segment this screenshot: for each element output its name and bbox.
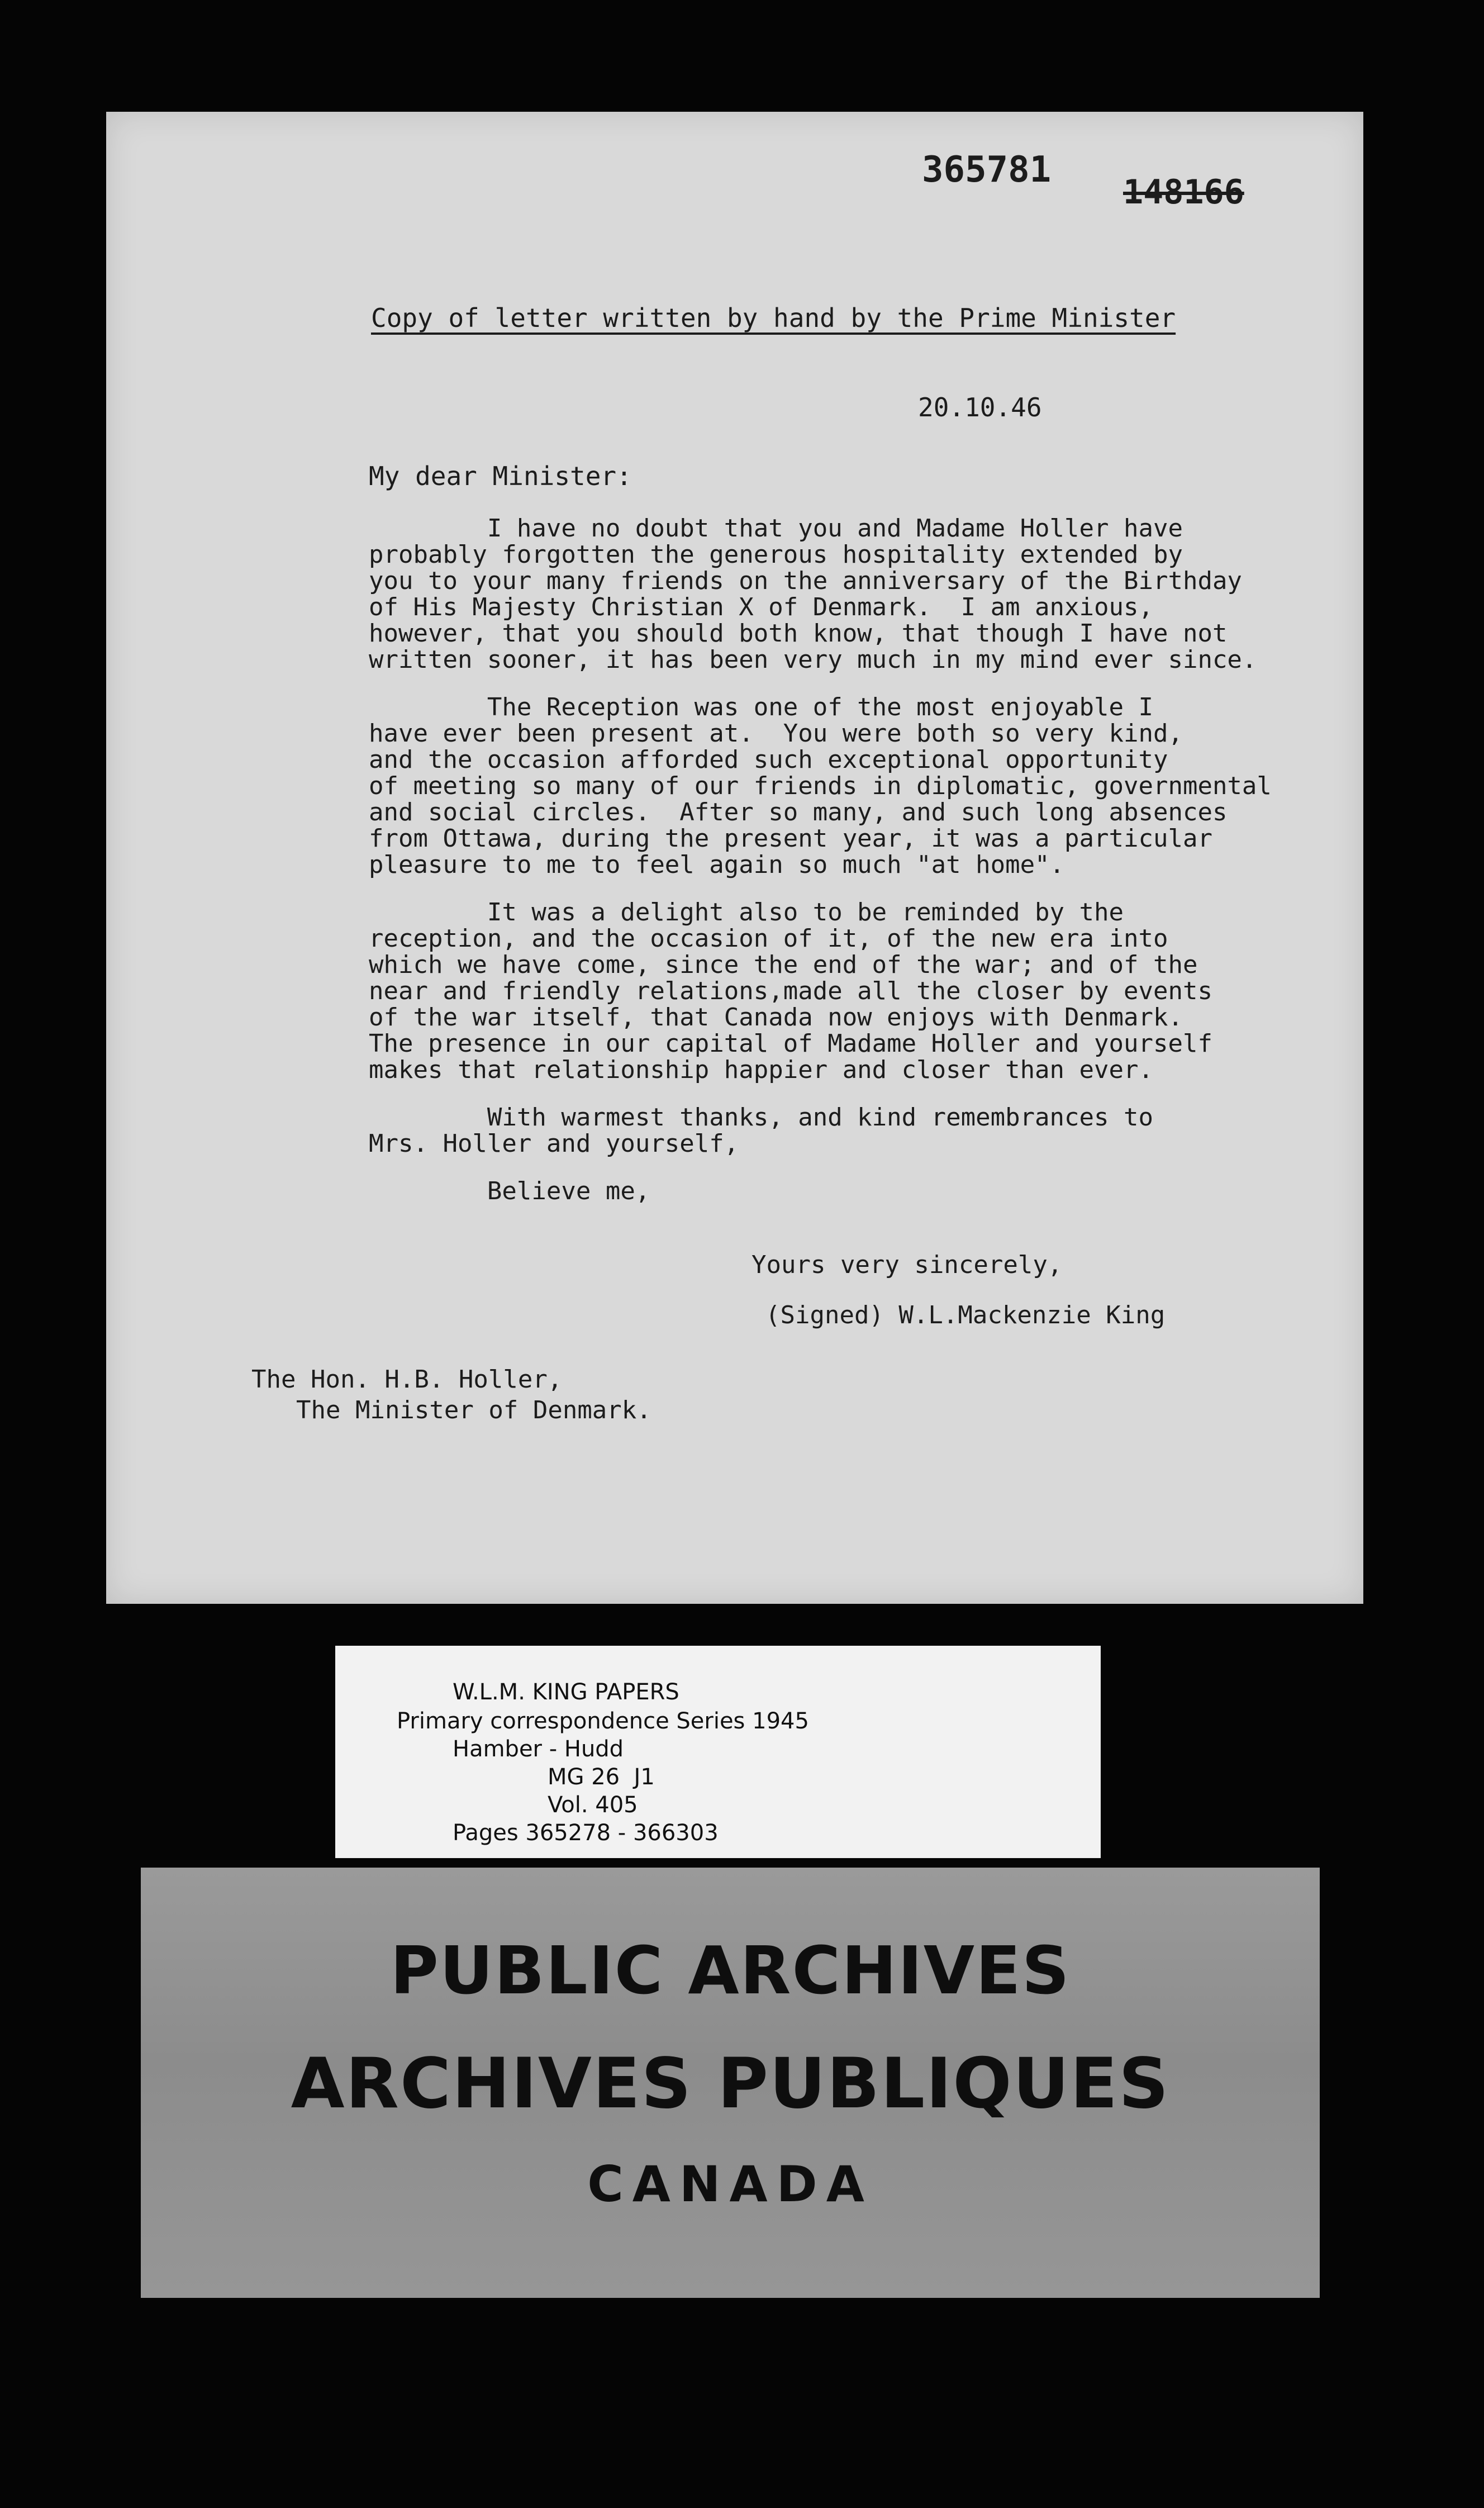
letter-body-line: written sooner, it has been very much in my mind ever since.: [369, 645, 1257, 674]
letter-body-line: It was a delight also to be reminded by the: [369, 898, 1124, 927]
letter-body-line: The presence in our capital of Madame Holler and yourself: [369, 1029, 1212, 1058]
old-document-number: 148166: [1123, 173, 1244, 212]
label-series: Primary correspondence Series 1945: [397, 1708, 809, 1734]
letter-body-line: With warmest thanks, and kind remembrances to: [369, 1103, 1153, 1132]
stamp-line-country: CANADA: [587, 2155, 873, 2213]
letter-body-line: makes that relationship happier and closer than ever.: [369, 1056, 1153, 1084]
letter-body-line: pleasure to me to feel again so much "at home".: [369, 851, 1065, 879]
letter-body-line: reception, and the occasion of it, of the new era into: [369, 924, 1168, 953]
letter-body-line: near and friendly relations,made all the closer by events: [369, 977, 1212, 1005]
signature: (Signed) W.L.Mackenzie King: [765, 1301, 1166, 1329]
label-range: Hamber - Hudd: [453, 1736, 624, 1762]
stamp-line-french: ARCHIVES PUBLIQUES: [291, 2044, 1170, 2124]
letter-body-line: Believe me,: [369, 1177, 650, 1205]
letter-body-line: probably forgotten the generous hospitality extended by: [369, 540, 1183, 569]
public-archives-stamp: [141, 1868, 1320, 2298]
letter-body-line: and social circles. After so many, and such long absences: [369, 798, 1228, 826]
letter-body-line: of meeting so many of our friends in diplomatic, governmental: [369, 772, 1272, 800]
letter-heading: Copy of letter written by hand by the Prime Minister: [371, 303, 1176, 333]
recipient-name: The Hon. H.B. Holler,: [251, 1365, 563, 1394]
label-group: MG 26 J1: [548, 1764, 655, 1790]
letter-body-line: The Reception was one of the most enjoyable I: [369, 693, 1153, 721]
letter-body-line: you to your many friends on the anniversary of the Birthday: [369, 567, 1242, 595]
document-number: 365781: [922, 149, 1052, 191]
letter-body-line: from Ottawa, during the present year, it was a particular: [369, 824, 1212, 853]
letter-body-line: I have no doubt that you and Madame Holler have: [369, 514, 1183, 543]
label-pages: Pages 365278 - 366303: [453, 1820, 719, 1846]
label-collection: W.L.M. KING PAPERS: [453, 1679, 679, 1705]
letter-body-line: of His Majesty Christian X of Denmark. I am anxious,: [369, 593, 1153, 621]
label-volume: Vol. 405: [548, 1792, 638, 1818]
letter-date: 20.10.46: [918, 392, 1042, 422]
salutation: My dear Minister:: [369, 461, 632, 491]
letter-body-line: Mrs. Holler and yourself,: [369, 1129, 739, 1158]
letter-body-line: have ever been present at. You were both so very kind,: [369, 719, 1183, 748]
closing: Yours very sincerely,: [751, 1251, 1063, 1279]
archive-label-card: [335, 1646, 1101, 1858]
letter-body-line: however, that you should both know, that though I have not: [369, 619, 1228, 648]
letter-page: [106, 112, 1363, 1604]
stamp-line-english: PUBLIC ARCHIVES: [390, 1932, 1071, 2009]
letter-body-line: of the war itself, that Canada now enjoys with Denmark.: [369, 1003, 1183, 1032]
letter-body-line: which we have come, since the end of the war; and of the: [369, 951, 1198, 979]
recipient-title: The Minister of Denmark.: [296, 1396, 651, 1424]
letter-body-line: and the occasion afforded such exceptional opportunity: [369, 745, 1168, 774]
